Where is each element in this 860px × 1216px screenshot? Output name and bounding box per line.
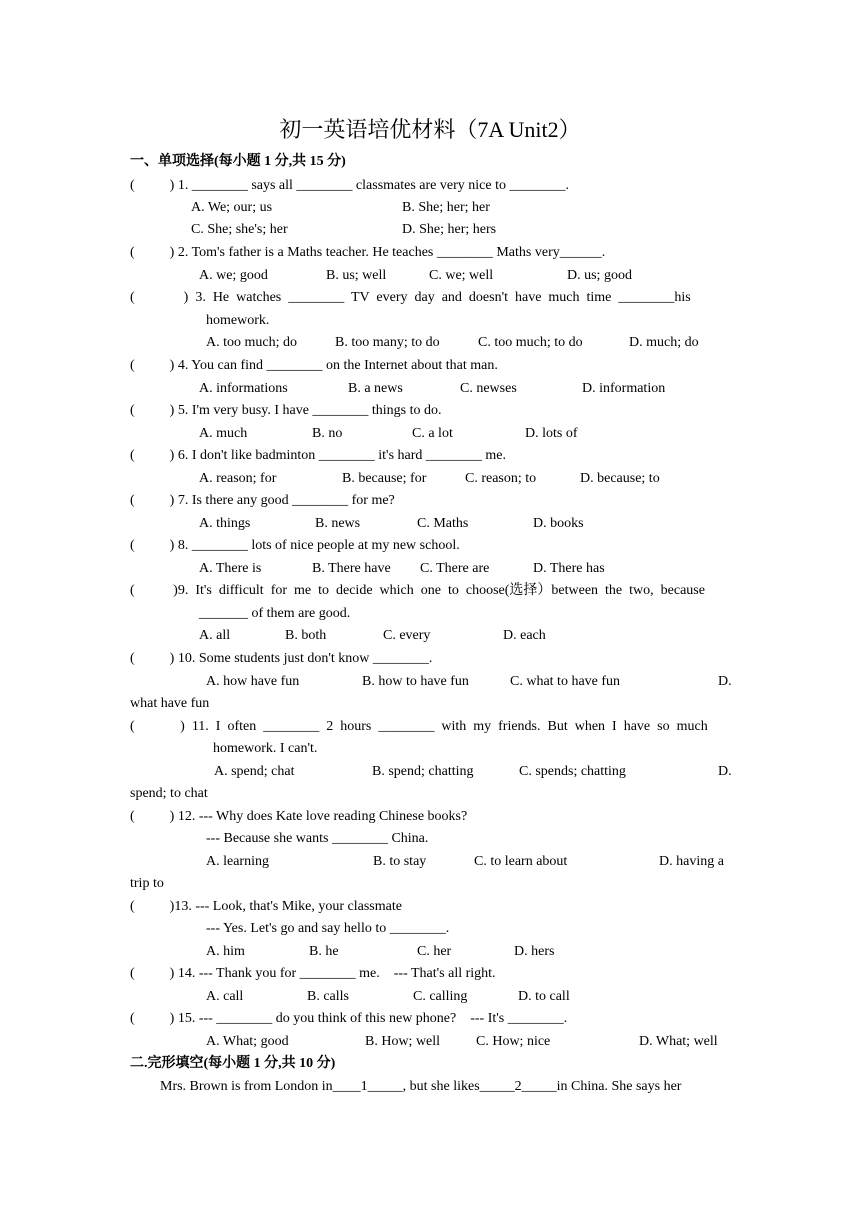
- question-14-option-a: A. call: [206, 989, 244, 1004]
- question-15-option-a: A. What; good: [206, 1034, 289, 1049]
- question-15-stem: ( ) 15. --- ________ do you think of this new phone? --- It's ________.: [130, 1011, 568, 1026]
- question-8-stem: ( ) 8. ________ lots of nice people at my new school.: [130, 538, 460, 553]
- question-13-continuation: --- Yes. Let's go and say hello to ________.: [206, 921, 450, 936]
- question-3-option-b: B. too many; to do: [335, 335, 440, 350]
- question-15-option-d: D. What; well: [639, 1034, 718, 1049]
- question-13-option-a: A. him: [206, 944, 245, 959]
- question-7-stem: ( ) 7. Is there any good ________ for me?: [130, 493, 395, 508]
- question-7-option-b: B. news: [315, 516, 361, 531]
- question-15-option-c: C. How; nice: [476, 1034, 551, 1049]
- question-10-stem: ( ) 10. Some students just don't know ________.: [130, 651, 433, 666]
- question-12-option-a: A. learning: [206, 854, 269, 869]
- question-6-option-b: B. because; for: [342, 471, 427, 486]
- question-9-continuation: _______ of them are good.: [199, 606, 351, 621]
- question-1-option-c: C. She; she's; her: [191, 222, 288, 237]
- question-12-option-c: C. to learn about: [474, 854, 568, 869]
- question-11-continuation: homework. I can't.: [213, 741, 318, 756]
- question-12-option-d: D. having a: [659, 854, 724, 869]
- question-11-option-b: B. spend; chatting: [372, 764, 474, 779]
- question-8-option-b: B. There have: [312, 561, 391, 576]
- question-10-option-d: D.: [718, 674, 732, 689]
- question-8-option-d: D. There has: [533, 561, 605, 576]
- question-7-option-d: D. books: [533, 516, 584, 531]
- question-15-option-b: B. How; well: [365, 1034, 441, 1049]
- question-2-option-a: A. we; good: [199, 268, 268, 283]
- question-2-stem: ( ) 2. Tom's father is a Maths teacher. He teaches ________ Maths very______.: [130, 245, 606, 260]
- question-12-continuation: --- Because she wants ________ China.: [206, 831, 429, 846]
- question-12-option-d-wrap: trip to: [130, 876, 164, 891]
- question-4-option-d: D. information: [582, 381, 666, 396]
- question-11-option-d-wrap: spend; to chat: [130, 786, 208, 801]
- question-1-stem: ( ) 1. ________ says all ________ classmates are very nice to ________.: [130, 178, 569, 193]
- question-10-option-d-wrap: what have fun: [130, 696, 210, 711]
- question-13-option-d: D. hers: [514, 944, 555, 959]
- question-9-stem: ( )9. It's difficult for me to decide which one to choose(选择）between the two, because: [130, 583, 705, 598]
- question-11-option-a: A. spend; chat: [214, 764, 295, 779]
- question-14-option-c: C. calling: [413, 989, 468, 1004]
- question-11-stem: ( ) 11. I often ________ 2 hours ________ with my friends. But when I have so much: [130, 719, 708, 734]
- question-3-option-a: A. too much; do: [206, 335, 297, 350]
- question-9-option-b: B. both: [285, 628, 327, 643]
- question-5-option-a: A. much: [199, 426, 248, 441]
- question-9-option-a: A. all: [199, 628, 231, 643]
- question-5-option-d: D. lots of: [525, 426, 578, 441]
- question-11-option-d: D.: [718, 764, 732, 779]
- question-5-option-c: C. a lot: [412, 426, 453, 441]
- question-1-option-b: B. She; her; her: [402, 200, 490, 215]
- question-5-option-b: B. no: [312, 426, 343, 441]
- question-14-stem: ( ) 14. --- Thank you for ________ me. --- That's all right.: [130, 966, 496, 981]
- question-6-option-d: D. because; to: [580, 471, 660, 486]
- question-10-option-b: B. how to have fun: [362, 674, 469, 689]
- question-12-option-b: B. to stay: [373, 854, 427, 869]
- question-5-stem: ( ) 5. I'm very busy. I have ________ things to do.: [130, 403, 442, 418]
- question-1-option-a: A. We; our; us: [191, 200, 273, 215]
- question-13-option-c: C. her: [417, 944, 452, 959]
- section-heading-multiple-choice: 一、单项选择(每小题 1 分,共 15 分): [130, 154, 346, 169]
- question-12-stem: ( ) 12. --- Why does Kate love reading Chinese books?: [130, 809, 468, 824]
- question-4-option-a: A. informations: [199, 381, 288, 396]
- question-9-option-d: D. each: [503, 628, 546, 643]
- question-3-option-d: D. much; do: [629, 335, 699, 350]
- question-8-option-a: A. There is: [199, 561, 262, 576]
- question-4-option-c: C. newses: [460, 381, 517, 396]
- question-2-option-c: C. we; well: [429, 268, 494, 283]
- question-13-stem: ( )13. --- Look, that's Mike, your classmate: [130, 899, 402, 914]
- section-heading-cloze: 二.完形填空(每小题 1 分,共 10 分): [130, 1056, 336, 1071]
- question-2-option-d: D. us; good: [567, 268, 632, 283]
- question-9-option-c: C. every: [383, 628, 431, 643]
- question-6-option-c: C. reason; to: [465, 471, 537, 486]
- question-3-continuation: homework.: [206, 313, 270, 328]
- question-10-option-c: C. what to have fun: [510, 674, 621, 689]
- question-13-option-b: B. he: [309, 944, 339, 959]
- question-6-stem: ( ) 6. I don't like badminton ________ it's hard ________ me.: [130, 448, 507, 463]
- question-11-option-c: C. spends; chatting: [519, 764, 626, 779]
- question-10-option-a: A. how have fun: [206, 674, 300, 689]
- question-6-option-a: A. reason; for: [199, 471, 277, 486]
- question-4-stem: ( ) 4. You can find ________ on the Internet about that man.: [130, 358, 498, 373]
- question-1-option-d: D. She; her; hers: [402, 222, 497, 237]
- question-2-option-b: B. us; well: [326, 268, 387, 283]
- question-3-stem: ( ) 3. He watches ________ TV every day and doesn't have much time ________his: [130, 290, 691, 305]
- question-7-option-a: A. things: [199, 516, 251, 531]
- page-title: 初一英语培优材料（7A Unit2）: [279, 117, 581, 142]
- question-14-option-d: D. to call: [518, 989, 570, 1004]
- question-7-option-c: C. Maths: [417, 516, 469, 531]
- question-3-option-c: C. too much; to do: [478, 335, 583, 350]
- cloze-passage-line: Mrs. Brown is from London in____1_____, but she likes_____2_____in China. She says her: [160, 1079, 682, 1094]
- question-4-option-b: B. a news: [348, 381, 403, 396]
- question-8-option-c: C. There are: [420, 561, 490, 576]
- question-14-option-b: B. calls: [307, 989, 349, 1004]
